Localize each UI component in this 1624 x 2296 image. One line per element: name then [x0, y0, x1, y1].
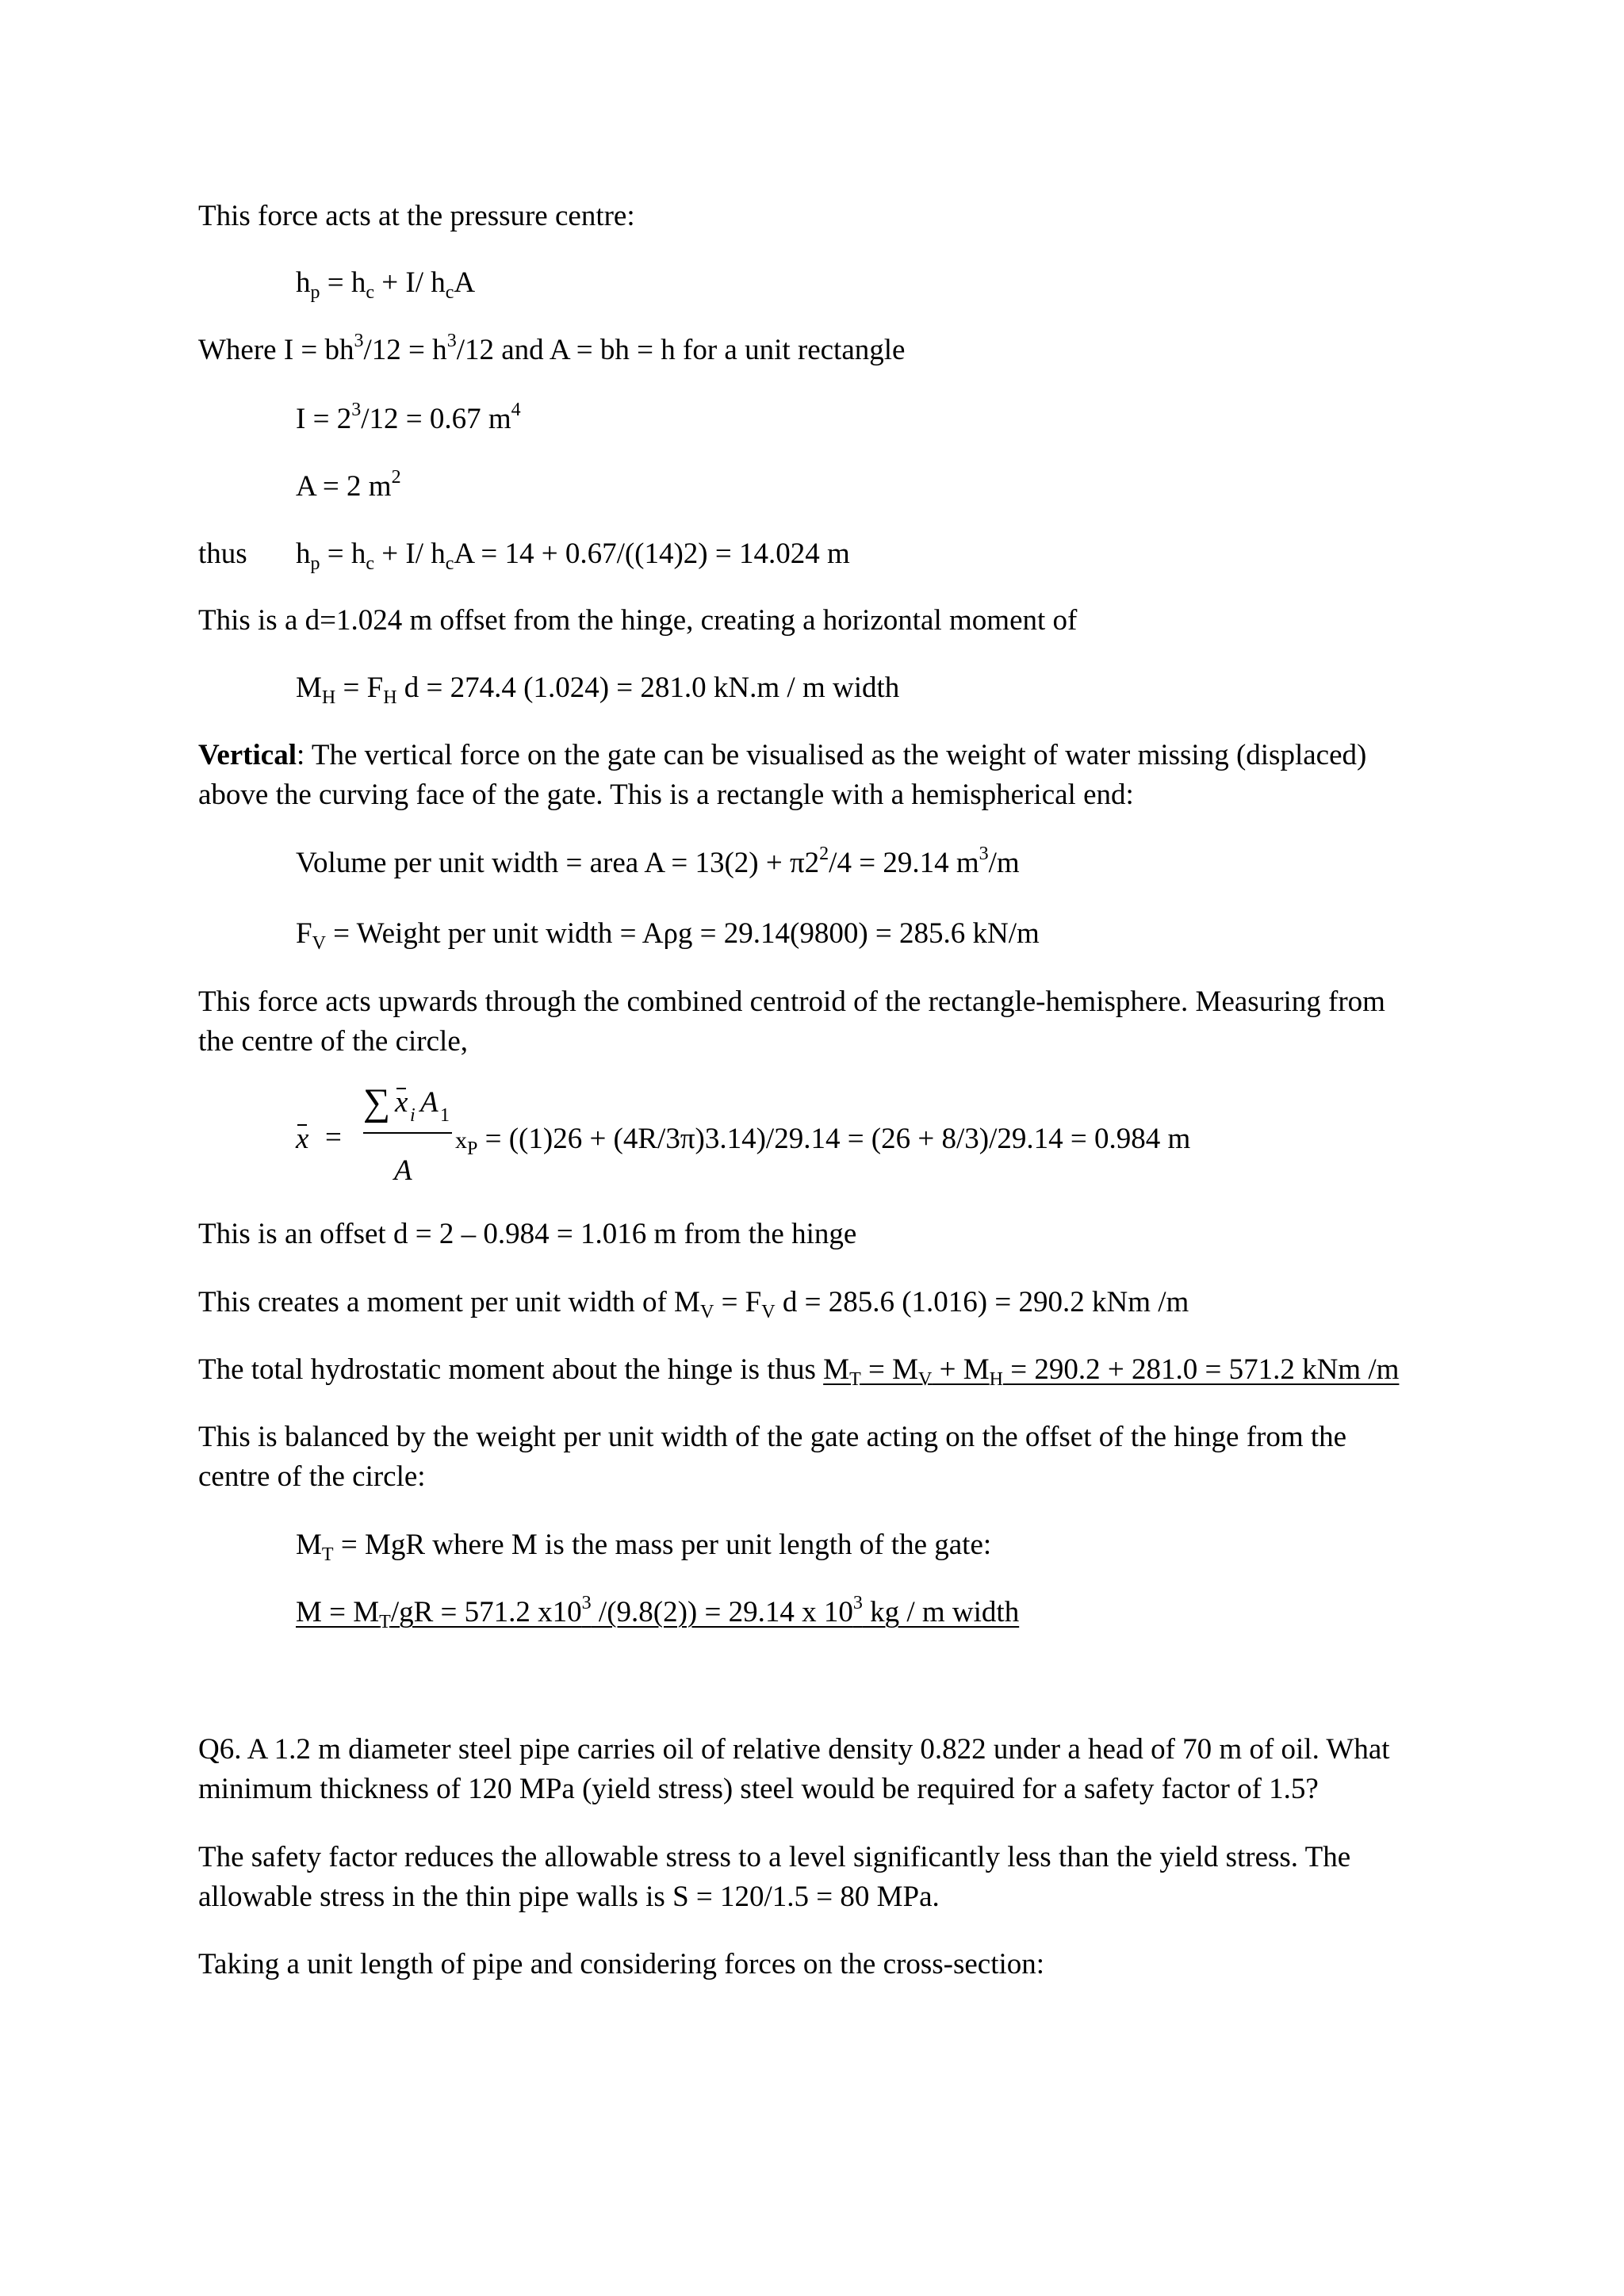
- eq-sub: T: [849, 1369, 861, 1390]
- eq-part: + M: [932, 1353, 990, 1386]
- subscript-1: 1: [440, 1105, 450, 1126]
- subscript-i: i: [410, 1105, 416, 1126]
- eq-sup: 3: [581, 1593, 592, 1613]
- eq-part: M: [823, 1353, 850, 1386]
- eq-part: = h: [320, 538, 366, 570]
- eq-part: = F: [335, 672, 384, 704]
- eq-sup: 3: [446, 331, 457, 351]
- eq-part: = h: [320, 266, 366, 299]
- fraction-bar: [363, 1132, 452, 1134]
- mass-result-underlined: [296, 1593, 1020, 1632]
- eq-part: M = M: [296, 1596, 380, 1628]
- eq-part: /m: [988, 847, 1020, 879]
- eq-sub: V: [918, 1369, 933, 1390]
- text-line-balanced: This is balanced by the weight per unit width of the gate acting on the offset of the hinge from the: [198, 1421, 1347, 1453]
- text-line-safety-2: allowable stress in the thin pipe walls is S = 120/1.5 = 80 MPa.: [198, 1881, 940, 1913]
- text-line-where-i: [198, 331, 905, 370]
- eq-sub: H: [321, 687, 336, 708]
- equation-i: [296, 400, 521, 439]
- eq-part: kg / m width: [862, 1596, 1020, 1628]
- eq-part: This creates a moment per unit width of M: [198, 1286, 700, 1318]
- eq-part: Volume per unit width = area A = 13(2) + π2: [296, 847, 820, 879]
- xp-sub: P: [467, 1138, 478, 1159]
- eq-part: Where I = bh: [198, 334, 354, 366]
- eq-part: A = 14 + 0.67/((14)2) = 14.024 m: [454, 538, 850, 570]
- eq-part: M: [296, 672, 322, 704]
- equation-fv: [296, 914, 1040, 954]
- text-line-offset-d: This is an offset d = 2 – 0.984 = 1.016 m from the hinge: [198, 1218, 857, 1250]
- eq-sup: 3: [351, 400, 362, 420]
- eq-part: = F: [714, 1286, 762, 1318]
- eq-part: /(9.8(2)) = 29.14 x 10: [591, 1596, 853, 1628]
- text-line-unit-length: Taking a unit length of pipe and considering forces on the cross-section:: [198, 1948, 1045, 1980]
- xbar-i-symbol: x: [395, 1083, 408, 1123]
- eq-part: = 290.2 + 281.0 = 571.2 kNm /m: [1002, 1353, 1400, 1386]
- sigma-symbol: ∑: [363, 1081, 391, 1123]
- text-line-curving-face: above the curving face of the gate. This is a rectangle with a hemispherical end:: [198, 779, 1134, 811]
- equation-volume: [296, 844, 1020, 883]
- text-line-force-upwards: This force acts upwards through the combined centroid of the rectangle-hemisphere. Measuring from: [198, 985, 1385, 1018]
- text-line-centre-circle: the centre of the circle,: [198, 1025, 468, 1058]
- eq-part: /gR = 571.2 x10: [390, 1596, 582, 1628]
- eq-part: A: [454, 266, 476, 299]
- text-line-q6-2: minimum thickness of 120 MPa (yield stress) steel would be required for a safety factor of 1.5?: [198, 1773, 1319, 1805]
- eq-sup: 4: [511, 400, 521, 420]
- text-line-vertical: [198, 736, 1366, 775]
- equals-sign: =: [325, 1121, 342, 1154]
- eq-sub: V: [699, 1302, 714, 1322]
- thus-label: thus: [198, 538, 247, 570]
- eq-sup: 3: [354, 331, 364, 351]
- eq-sub: T: [379, 1612, 391, 1632]
- text-line-total-moment: [198, 1350, 1399, 1390]
- eq-part: = ((1)26 + (4R/3π)3.14)/29.14 = (26 + 8/3)/29.14 = 0.984 m: [477, 1123, 1191, 1155]
- eq-sub: c: [445, 282, 454, 303]
- eq-part: d = 274.4 (1.024) = 281.0 kN.m / m width: [396, 672, 900, 704]
- vertical-heading: Vertical: [198, 739, 297, 771]
- xbar-symbol: x: [296, 1119, 308, 1159]
- eq-sub: c: [445, 553, 454, 574]
- eq-part: The total hydrostatic moment about the hinge is thus: [198, 1353, 824, 1386]
- text-line-safety-1: The safety factor reduces the allowable stress to a level significantly less than the yield stress. The: [198, 1841, 1351, 1873]
- text-line-centre-circle-2: centre of the circle:: [198, 1460, 426, 1493]
- eq-part: /12 = 0.67 m: [361, 403, 511, 435]
- eq-part: : The vertical force on the gate can be visualised as the weight of water missing (displaced): [296, 739, 1367, 771]
- equation-mt: [296, 1525, 991, 1565]
- equation-mass-result: [296, 1593, 1019, 1632]
- eq-sub: c: [366, 553, 375, 574]
- eq-sub: V: [312, 933, 326, 954]
- total-moment-underlined: [823, 1353, 1400, 1390]
- eq-part: h: [296, 266, 311, 299]
- eq-sup: 3: [979, 844, 989, 864]
- eq-part: + I/ h: [374, 266, 446, 299]
- eq-sub: c: [366, 282, 375, 303]
- eq-part: /4 = 29.14 m: [829, 847, 979, 879]
- equation-mh: [296, 668, 899, 708]
- eq-part: /12 = h: [363, 334, 447, 366]
- text-line-q6-1: Q6. A 1.2 m diameter steel pipe carries oil of relative density 0.822 under a head of 70 m of oil. What: [198, 1733, 1390, 1766]
- eq-part: I = 2: [296, 403, 352, 435]
- xp-symbol: x: [455, 1127, 467, 1154]
- text-line-moment-mv: [198, 1283, 1189, 1322]
- eq-sup: 2: [391, 467, 401, 488]
- eq-part: M: [296, 1529, 322, 1561]
- eq-sub: H: [989, 1369, 1003, 1390]
- eq-part: A = 2 m: [296, 470, 392, 503]
- eq-sup: 3: [852, 1593, 863, 1613]
- eq-part: + I/ h: [374, 538, 446, 570]
- eq-part: = M: [860, 1353, 919, 1386]
- text-line-pressure-centre: This force acts at the pressure centre:: [198, 200, 635, 232]
- eq-sub: p: [310, 282, 320, 303]
- text-line-offset: This is a d=1.024 m offset from the hinge, creating a horizontal moment of: [198, 604, 1078, 637]
- eq-part: = MgR where M is the mass per unit length of the gate:: [333, 1529, 992, 1561]
- eq-part: = Weight per unit width = Aρg = 29.14(9800) = 285.6 kN/m: [325, 917, 1040, 950]
- denominator-a: A: [394, 1154, 412, 1187]
- eq-sub: T: [321, 1544, 334, 1565]
- eq-part: F: [296, 917, 312, 950]
- eq-part: h: [296, 538, 311, 570]
- eq-sub: p: [310, 553, 320, 574]
- equation-hp: [296, 263, 475, 303]
- eq-part: d = 285.6 (1.016) = 290.2 kNm /m: [775, 1286, 1189, 1318]
- eq-sub: V: [761, 1302, 776, 1322]
- equation-hp-result: [296, 534, 850, 574]
- equation-a: [296, 467, 401, 507]
- eq-part: /12 and A = bh = h for a unit rectangle: [456, 334, 906, 366]
- numerator-a: A: [420, 1086, 439, 1119]
- eq-sub: H: [383, 687, 397, 708]
- eq-sup: 2: [819, 844, 829, 864]
